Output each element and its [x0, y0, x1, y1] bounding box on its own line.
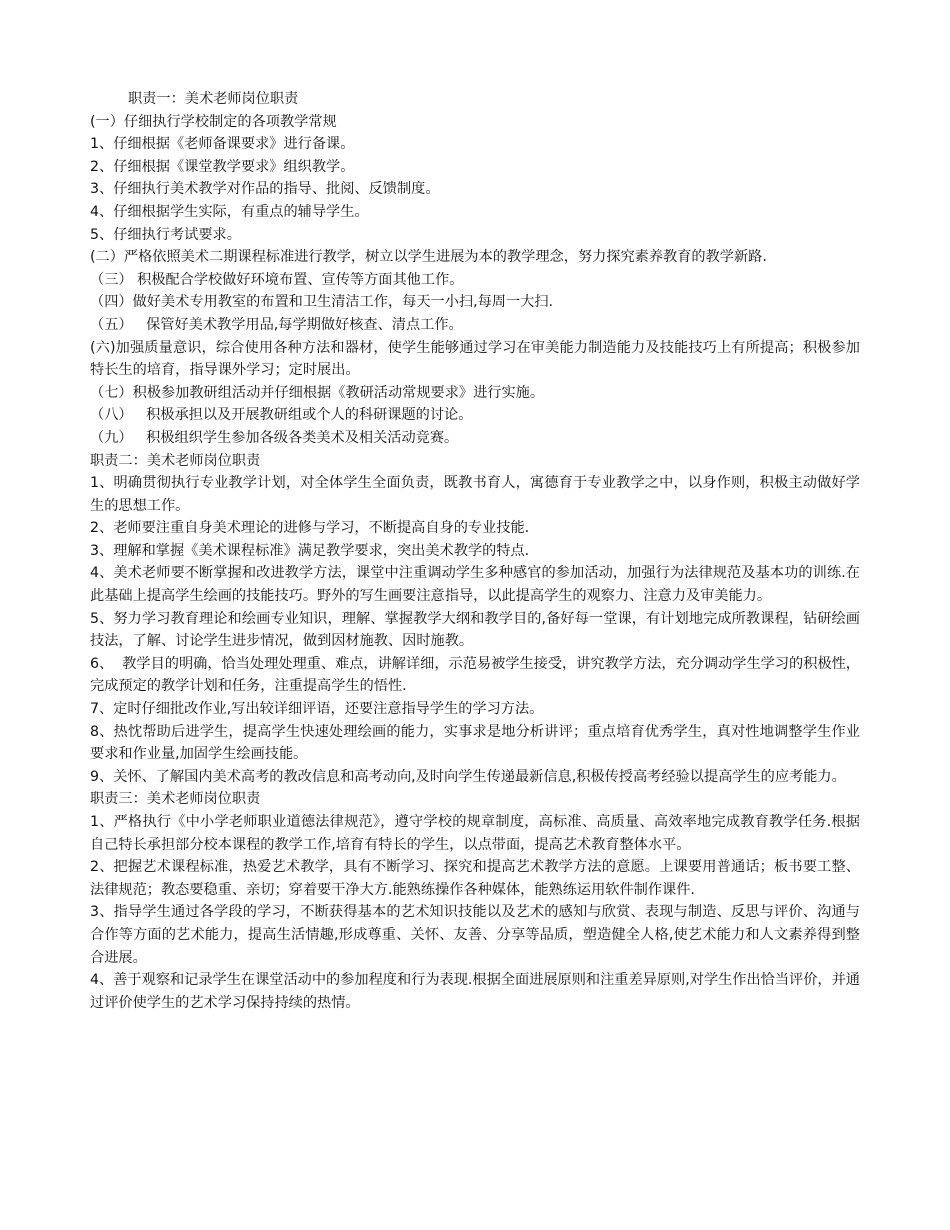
sub-heading: （八） 积极承担以及开展教研组或个人的科研课题的讨论。	[90, 407, 473, 424]
list-item: 9、关怀、了解国内美术高考的教改信息和高考动向,及时向学生传递最新信息,积极传授高考经验以提高学生的应考能力。	[90, 768, 846, 785]
sub-heading: (二）严格依照美术二期课程标准进行教学，树立以学生进展为本的教学理念，努力探究素养教育的教学新路.	[90, 249, 767, 266]
list-item: 7、定时仔细批改作业,写出较详细评语，还要注意指导学生的学习方法。	[90, 701, 544, 718]
sub-heading: (六)加强质量意识，综合使用各种方法和器材，使学生能够通过学习在审美能力制造能力及技能技巧上有所提高；积极参加特长生的培育，指导课外学习；定时展出。	[90, 339, 860, 379]
section-heading: 职责一：美术老师岗位职责	[128, 91, 299, 107]
list-item: 1、严格执行《中小学老师职业道德法律规范》，遵守学校的规章制度，高标准、高质量、高效率地完成教育教学任务.根据自己特长承担部分校本课程的教学工作,培育有特长的学生，以点带面，提高艺术教育整体水平。	[90, 814, 860, 853]
sub-heading: （四）做好美术专用教室的布置和卫生清洁工作，每天一小扫,每周一大扫.	[90, 294, 554, 311]
list-item: 1、明确贯彻执行专业教学计划，对全体学生全面负责，既教书育人，寓德育于专业教学之中，以身作则，积极主动做好学生的思想工作。	[90, 475, 860, 514]
list-item: 3、指导学生通过各学段的学习，不断获得基本的艺术知识技能以及艺术的感知与欣赏、表现与制造、反思与评价、沟通与合作等方面的艺术能力，提高生活情趣,形成尊重、关怀、友善、分享等品质，塑造健全人格,使艺术能力和人文素养得到整合进展。	[90, 904, 860, 966]
list-item: 4、善于观察和记录学生在课堂活动中的参加程度和行为表现.根据全面进展原则和注重差异原则,对学生作出恰当评价，并通过评价使学生的艺术学习保持持续的热情。	[90, 972, 860, 1011]
list-item: 5、努力学习教育理论和绘画专业知识，理解、掌握教学大纲和教学目的,备好每一堂课，有计划地完成所教课程，钻研绘画技法，了解、讨论学生进步情况，做到因材施教、因时施教。	[90, 610, 860, 650]
sub-heading: （五） 保管好美术教学用品,每学期做好核查、清点工作。	[90, 316, 463, 333]
list-item: 8、热忱帮助后进学生，提高学生快速处理绘画的能力，实事求是地分析讲评；重点培育优秀学生，真对性地调整学生作业要求和作业量,加固学生绘画技能。	[90, 723, 860, 763]
list-item: 1、仔细根据《老师备课要求》进行备课。	[90, 136, 355, 153]
sub-heading: (一）仔细执行学校制定的各项教学常规	[90, 113, 337, 130]
list-item: 3、理解和掌握《美术课程标准》满足教学要求，突出美术教学的特点.	[90, 542, 530, 559]
document-body	[90, 88, 860, 1014]
sub-heading: （九） 积极组织学生参加各级各类美术及相关活动竞赛。	[90, 429, 459, 446]
list-item: 3、仔细执行美术教学对作品的指导、批阅、反馈制度。	[90, 181, 440, 198]
section-heading: 职责二：美术老师岗位职责	[90, 452, 261, 469]
list-item: 4、美术老师要不断掌握和改进教学方法，课堂中注重调动学生多种感官的参加活动，加强行为法律规范及基本功的训练.在此基础上提高学生绘画的技能技巧。野外的写生画要注意指导，以此提高学生的观察力、注意力及审美能力。	[90, 565, 860, 605]
list-item: 2、老师要注重自身美术理论的进修与学习，不断提高自身的专业技能.	[90, 520, 530, 537]
sub-heading: （三） 积极配合学校做好环境布置、宣传等方面其他工作。	[90, 271, 464, 288]
list-item: 4、仔细根据学生实际，有重点的辅导学生。	[90, 203, 369, 220]
list-item: 2、把握艺术课程标准，热爱艺术教学，具有不断学习、探究和提高艺术教学方法的意愿。上课要用普通话；板书要工整、法律规范；教态要稳重、亲切；穿着要干净大方.能熟练操作各种媒体，能熟练运用软件制作课件.	[90, 859, 860, 898]
section-heading: 职责三：美术老师岗位职责	[90, 791, 261, 808]
list-item: 6、 教学目的明确，恰当处理处理重、难点，讲解详细，示范易被学生接受，讲究教学方法，充分调动学生学习的积极性，完成预定的教学计划和任务，注重提高学生的悟性.	[90, 655, 860, 695]
list-item: 2、仔细根据《课堂教学要求》组织教学。	[90, 158, 355, 175]
list-item: 5、仔细执行考试要求。	[90, 226, 241, 243]
sub-heading: （七）积极参加教研组活动并仔细根据《教研活动常规要求》进行实施。	[90, 384, 545, 401]
